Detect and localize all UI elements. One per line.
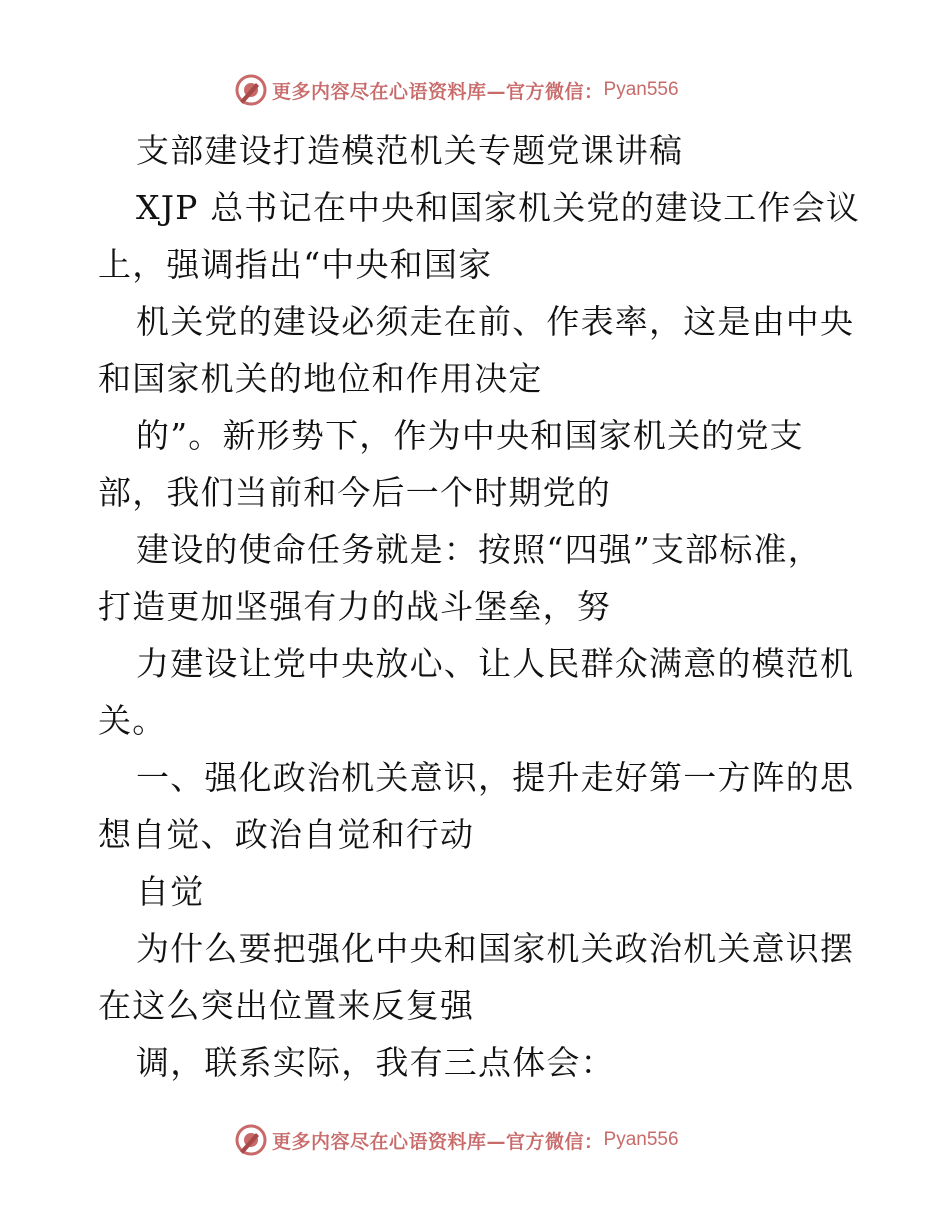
header-watermark	[234, 72, 679, 108]
text-line: 力建设让党中央放心、让人民群众满意的模范机	[136, 644, 855, 683]
text-line: 想自觉、政治自觉和行动	[98, 815, 475, 854]
text-line: 机关党的建设必须走在前、作表率，这是由中央	[136, 302, 855, 341]
document-body	[98, 122, 861, 1091]
footer-watermark	[234, 1122, 679, 1158]
text-line: 为什么要把强化中央和国家机关政治机关意识摆	[136, 929, 855, 968]
text-line: 部，我们当前和今后一个时期党的	[98, 473, 611, 512]
text-line: 关。	[98, 701, 167, 740]
header-banner-text: 更多内容尽在心语资料库—官方微信：	[272, 80, 604, 103]
pen-logo-icon	[234, 73, 268, 107]
document-title: 支部建设打造模范机关专题党课讲稿	[136, 131, 684, 170]
text-line: 在这么突出位置来反复强	[98, 986, 475, 1025]
text-line: 打造更加坚强有力的战斗堡垒，努	[98, 587, 611, 626]
footer-banner-text: 更多内容尽在心语资料库—官方微信：	[272, 1130, 604, 1153]
text-line: 上，强调指出“中央和国家	[98, 245, 493, 284]
footer-wechat-id: Pyan556	[603, 1129, 679, 1150]
text-line: 的”。新形势下，作为中央和国家机关的党支	[136, 416, 804, 455]
text-line: 自觉	[136, 872, 205, 911]
section-heading: 一、强化政治机关意识，提升走好第一方阵的思	[136, 758, 855, 797]
text-line: 建设的使命任务就是：按照“四强”支部标准，	[136, 530, 822, 569]
pen-logo-icon	[234, 1123, 268, 1157]
text-line: XJP 总书记在中央和国家机关党的建设工作会议	[136, 188, 861, 227]
text-line: 和国家机关的地位和作用决定	[98, 359, 543, 398]
header-wechat-id: Pyan556	[603, 79, 679, 100]
text-line: 调，联系实际，我有三点体会：	[136, 1043, 615, 1082]
